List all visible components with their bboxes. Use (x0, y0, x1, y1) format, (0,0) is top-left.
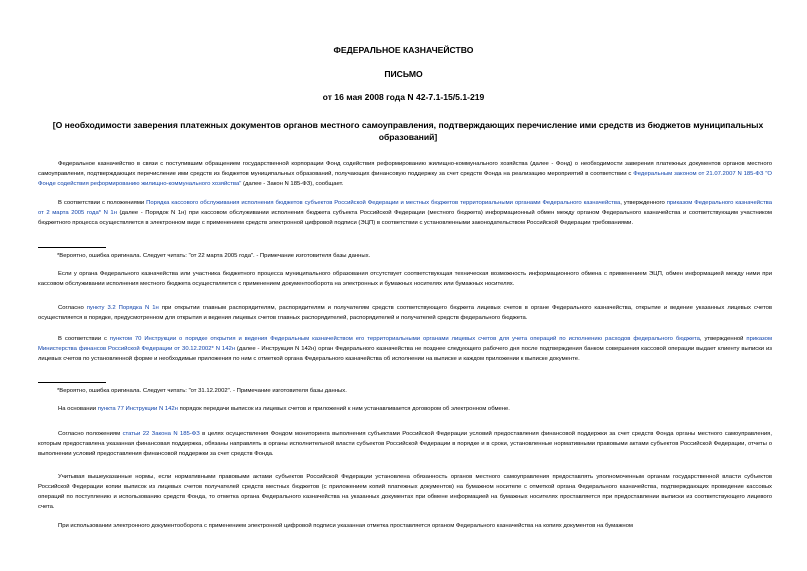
p2-text-3: (далее - Порядок N 1н) при кассовом обслуживании исполнения бюджета субъекта Российской Федерации (местного бюджета) информационный обмен между органом Федерального казначейства и соответствующим участником бюджетного процесса осуществляется в электронном виде с применением средств электронной цифровой подписи (ЭЦП) в соответствии с установленными законодательством Российской Федерации требованиями. (38, 209, 772, 226)
link-minfin-order-142n[interactable]: приказом Министерства финансов Российской Федерации от 30.12.2002* N 142н (38, 336, 773, 352)
p5-text-1: В соответствии с (58, 336, 110, 342)
link-article-22-law-185fz[interactable]: статьи 22 Закона N 185-ФЗ (122, 431, 200, 437)
p7-text-2: в целях осуществления Фондом мониторинга выполнения субъектами Российской Федерации условий предоставления финансовой поддержки за счет средств Фонда органы местного самоуправления, которым предоставлена указанная финансовая поддержка, обязаны направлять в органы исполнительной власти субъектов Российской Федерации в порядке и в сроки, установленные нормативными правовыми актами субъектов Российской Федерации, отчеты о выполнении условий предоставления финансовой поддержки за счет средств Фонда. (38, 431, 773, 457)
footnote-1: *Вероятно, ошибка оригинала. Следует читать: "от 22 марта 2005 года". - Примечание изготовителя базы данных. (57, 253, 371, 259)
paragraph-7 (38, 430, 772, 460)
p2-text-2: , утвержденного (620, 200, 667, 206)
paragraph-1 (38, 160, 772, 190)
paragraph-5 (38, 335, 772, 365)
p6-text-2: порядок передачи выписок из лицевых счетов и приложений к ним устанавливается договором об электронном обмене. (177, 406, 510, 412)
org-heading: ФЕДЕРАЛЬНОЕ КАЗНАЧЕЙСТВО (333, 45, 474, 55)
link-point-70-instruction[interactable]: пунктом 70 Инструкции о порядке открытия и ведения Федеральным казначейством его территориальными органами лицевых счетов для учета операций по исполнению расходов федерального бюджета (109, 336, 700, 342)
doc-type-heading: ПИСЬМО (384, 69, 423, 79)
document-title: [О необходимости заверения платежных документов органов местного самоуправления, подтверждающих перечисление ими средств из бюджетов муниципальных образований] (52, 120, 764, 142)
link-treasury-order-1n[interactable]: приказом Федерального казначейства от 2 марта 2005 года* N 1н (38, 200, 772, 216)
footnote-rule-2 (38, 382, 106, 383)
link-point-3-2-order-1n[interactable]: пункту 3.2 Порядка N 1н (86, 305, 159, 311)
date-number-heading: от 16 мая 2008 года N 42-7.1-15/5.1-219 (322, 92, 485, 102)
p6-text-1: На основании (58, 406, 98, 412)
p7-text-1: Согласно положениям (58, 431, 123, 437)
paragraph-8: Учитывая вышеуказанные нормы, если нормативными правовыми актами субъектов Российской Федерации установлена обязанность органов местного самоуправления предоставлять уполномоченным органам государственной власти субъектов Российской Федерации копии выписок из лицевых счетов получателей средств местных бюджетов (с приложением копий платежных документов) на бумажном носителе с отметкой органа Федерального казначейства, подтверждающих проведение кассовых операций по поступлению и использованию средств Фонда, то отметка органа Федерального казначейства на указанных документах при обмене информацией на бумажных носителях проставляется при предоставлении выписки из соответствующего лицевого счета. (38, 474, 772, 510)
p1-text-2: (далее - Закон N 185-ФЗ), сообщает. (241, 180, 344, 187)
footnote-rule-1 (38, 247, 106, 248)
paragraph-3: Если у органа Федерального казначейства или участника бюджетного процесса муниципального образования отсутствует соответствующая техническая возможность информационного обмена с применением ЭЦП, обмен информацией между ними при кассовом обслуживании исполнения местного бюджета осуществляется с применением документооборота на электронных и бумажных носителях или бумажных носителях. (38, 271, 772, 287)
link-point-77-instruction[interactable]: пункта 77 Инструкции N 142н (97, 406, 178, 412)
p4-text-1: Согласно (58, 305, 87, 311)
p4-text-2: при открытии главным распорядителям, распорядителям и получателям средств соответствующего бюджета лицевых счетов в органе Федерального казначейства, открытие и ведение указанных лицевых счетов осуществляется в порядке, предусмотренном для открытия и ведения лицевых счетов главных распорядителей, распорядителей и получателей средств федерального бюджета. (38, 305, 773, 321)
paragraph-2 (38, 199, 772, 229)
p5-text-2: , утвержденной (699, 336, 747, 342)
link-federal-law-185fz[interactable]: Федеральным законом от 21.07.2007 N 185-ФЗ "О Фонде содействия реформированию жилищно-коммунального хозяйства" (38, 170, 772, 187)
footnote-2: *Вероятно, ошибка оригинала. Следует читать: "от 31.12.2002". - Примечание изготовителя базы данных. (57, 388, 347, 394)
link-order-cash-service[interactable]: Порядка кассового обслуживания исполнения бюджетов субъектов Российской Федерации и местных бюджетов территориальными органами Федерального казначейства (146, 200, 621, 206)
p5-text-3: (далее - Инструкция N 142н) орган Федерального казначейства не позднее следующего рабочего дня после подтверждения банком совершения кассовой операции выдает клиенту выписки из лицевых счетов по установленной форме и необходимые приложения по ним с отметкой органа Федерального казначейства об исполнении на выписке и каждом приложении к выписке документе. (38, 345, 772, 362)
paragraph-9: При использовании электронного документооборота с применением электронной цифровой подписи указанная отметка проставляется органом Федерального казначейства на копиях документов на бумажном (58, 523, 633, 529)
paragraph-4 (38, 304, 772, 324)
paragraph-6 (38, 405, 772, 415)
p2-text-1: В соответствии с положениями (58, 200, 147, 206)
p1-text-1: Федеральное казначейство в связи с поступившим обращением государственной корпорации Фонд содействия реформированию жилищно-коммунального хозяйства (далее - Фонд) о необходимости заверения платежных документов органов местного самоуправления, подтверждающих перечисление ими средств из бюджетов муниципальных образований, получающих финансовую поддержку за счет средств Фонда на реализацию мероприятий в соответствии с (38, 161, 772, 177)
